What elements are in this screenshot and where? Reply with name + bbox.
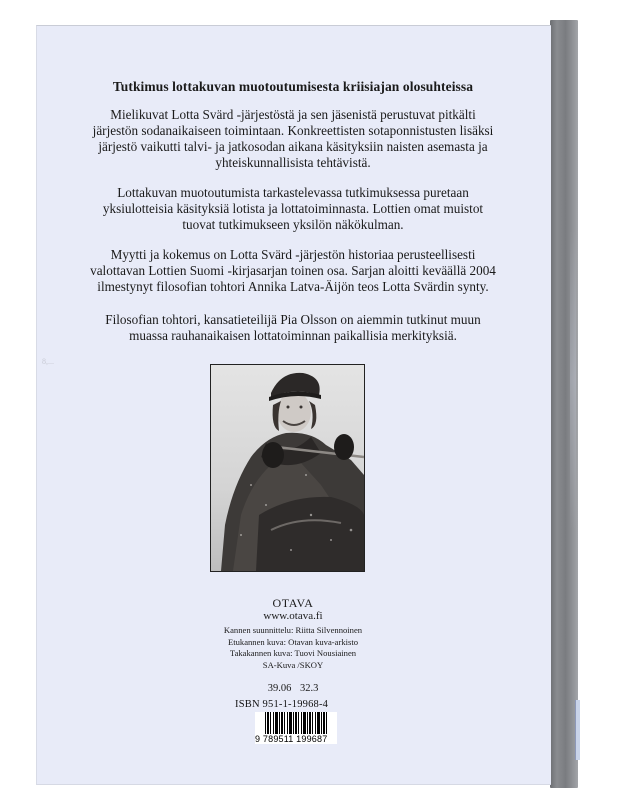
isbn-barcode [255, 712, 337, 744]
author-bio [36, 312, 550, 344]
barcode-digits: 9 789511 199687 [255, 734, 335, 744]
pencil-mark: 8,... [42, 357, 54, 366]
blurb-line: Mielikuvat Lotta Svärd -järjestöstä ja sen jäsenistä perustuvat pitkälti [110, 107, 476, 122]
blurb-paragraph-1 [36, 107, 550, 171]
blurb-line: Filosofian tohtori, kansatieteilijä Pia Olsson on aiemmin tutkinut muun [105, 312, 481, 327]
credit-line: Etukannen kuva: Otavan kuva-arkisto [227, 636, 359, 647]
blurb-line: Lottakuvan muotoutumista tarkastelevassa tutkimuksessa puretaan [117, 185, 469, 200]
blurb-line: muassa rauhanaikaisen lottatoiminnan paikallisia merkityksiä. [129, 328, 457, 343]
cover-heading: Tutkimus lottakuvan muotoutumisesta kriisiajan olosuhteissa [112, 79, 474, 94]
blurb-line: ilmestynyt filosofian tohtori Annika Latva-Äijön teos Lotta Svärdin synty. [97, 279, 489, 294]
blurb-line: yksiulotteisia käsityksiä lotista ja lottatoiminnasta. Lottien omat muistot [102, 201, 484, 216]
cover-credits [36, 625, 550, 671]
photo-woman-in-winter-coat [211, 365, 364, 571]
blurb-line: yhteiskunnallisista tehtävistä. [215, 155, 371, 170]
credit-line: Takakannen kuva: Tuovi Nousiainen [229, 648, 357, 659]
blurb-line: valottavan Lottien Suomi -kirjasarjan toinen osa. Sarjan aloitti keväällä 2004 [90, 263, 496, 278]
classification-codes: 39.06 32.3 [267, 683, 319, 694]
credit-line: SA-Kuva /SKOY [262, 659, 324, 670]
isbn-number: ISBN 951-1-19968-4 [235, 699, 329, 710]
blurb-paragraph-3 [36, 247, 550, 295]
spine-library-label [575, 700, 580, 760]
publisher-name: OTAVA [272, 596, 314, 610]
blurb-paragraph-2 [36, 185, 550, 233]
blurb-line: järjestö vaikutti talvi- ja jatkosodan aikana käsityksiin naisten asemasta ja [98, 139, 488, 154]
blurb-line: tuovat tutkimukseen yksilön näkökulman. [182, 217, 404, 232]
cover-photo [210, 364, 365, 572]
credit-line: Kannen suunnittelu: Riitta Silvennoinen [223, 625, 363, 635]
spine-highlight [570, 230, 576, 530]
blurb-line: järjestön sodanaikaiseen toimintaan. Konkreettisten sotaponnistusten lisäksi [92, 123, 494, 138]
publisher-website: www.otava.fi [263, 610, 323, 622]
blurb-line: Myytti ja kokemus on Lotta Svärd -järjestön historiaa perusteellisesti [110, 247, 476, 262]
